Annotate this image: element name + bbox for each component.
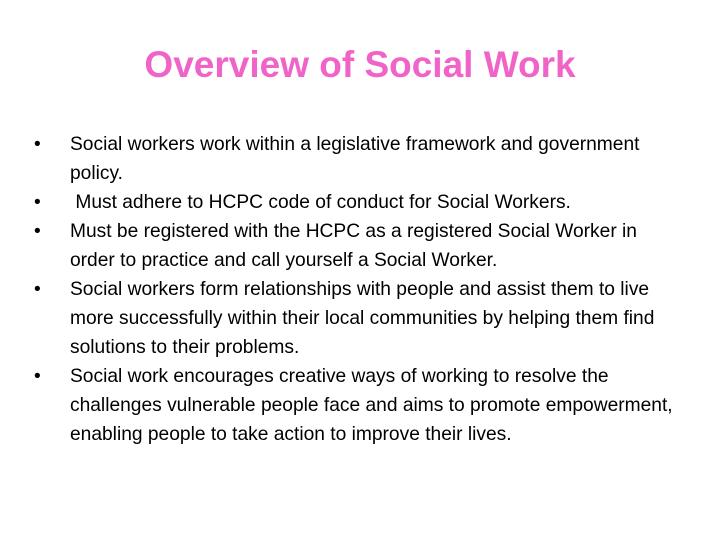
bullet-list (34, 130, 684, 449)
bullet-item (34, 188, 684, 217)
bullet-item (34, 275, 684, 362)
bullet-text: Must be registered with the HCPC as a registered Social Worker in order to practice and call yourself a Social Worker. (70, 221, 637, 271)
bullet-dot-icon: • (34, 192, 41, 213)
bullet-text: Must adhere to HCPC code of conduct for Social Workers. (70, 192, 571, 213)
bullet-text: Social workers form relationships with people and assist them to live more successfully within their local communities by helping them find solutions to their problems. (70, 279, 655, 358)
bullet-item (34, 130, 684, 188)
bullet-dot-icon: • (34, 279, 41, 300)
bullet-item (34, 217, 684, 275)
bullet-dot-icon: • (34, 134, 41, 155)
bullet-dot-icon: • (34, 366, 41, 387)
bullet-item (34, 362, 684, 449)
slide-title: Overview of Social Work (144, 44, 576, 85)
bullet-text: Social workers work within a legislative framework and government policy. (70, 134, 640, 184)
bullet-dot-icon: • (34, 221, 41, 242)
bullet-text: Social work encourages creative ways of working to resolve the challenges vulnerable people face and aims to promote empowerment, enabling people to take action to improve their lives. (70, 366, 673, 445)
